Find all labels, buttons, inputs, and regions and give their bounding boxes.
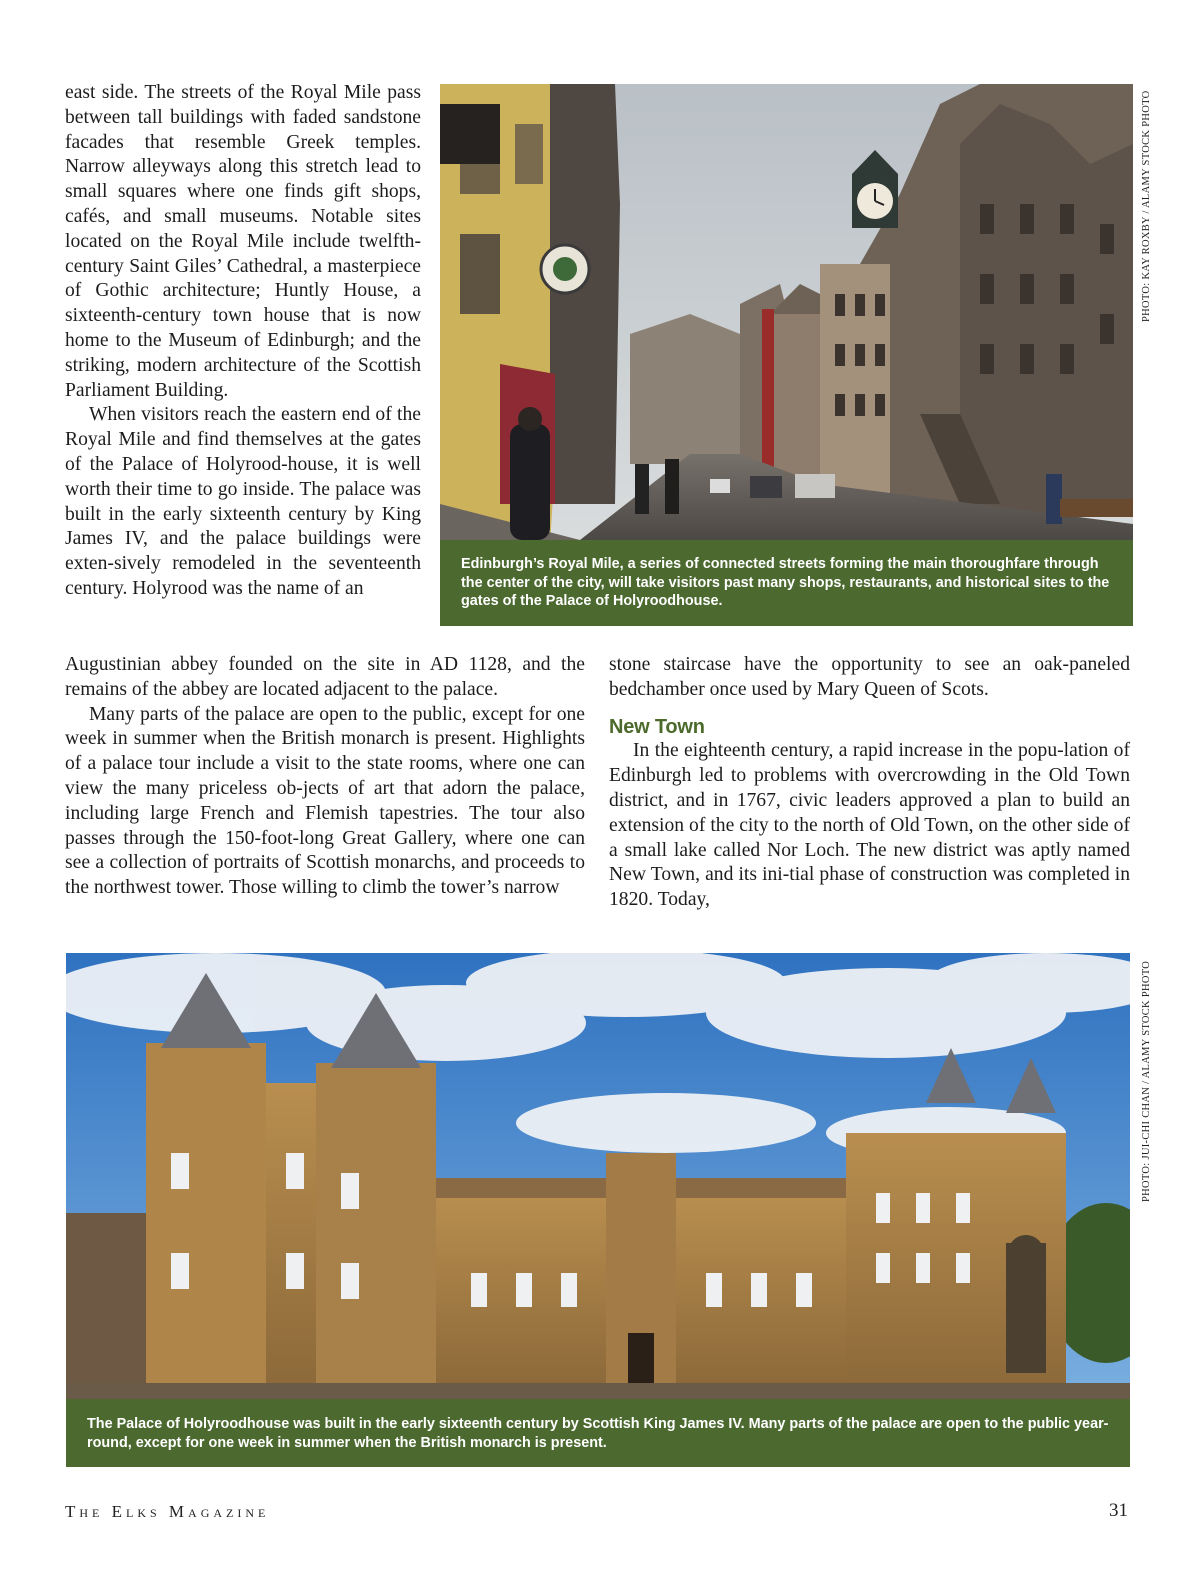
royal-mile-caption: Edinburgh’s Royal Mile, a series of connected streets forming the main thoroughfare through the center of the city, will take visitors past many shops, restaurants, and historical sites to the gates of the Palace of Holyroodhouse. (440, 540, 1133, 626)
article-paragraph: stone staircase have the opportunity to see an oak-paneled bedchamber once used by Mary Queen of Scots. (609, 654, 1130, 700)
article-paragraph: When visitors reach the eastern end of the Royal Mile and find themselves at the gates of the Palace of Holyrood-house, it is well worth their time to go inside. The palace was built in the early sixteenth century by King James IV, and the palace buildings were exten-sively remodeled in the seventeenth century. Holyrood was the name of an (65, 404, 421, 599)
royal-mile-photo-credit: PHOTO: KAY ROXBY / ALAMY STOCK PHOTO (1141, 90, 1152, 322)
footer-page-number: 31 (1109, 1500, 1128, 1521)
article-column-bottom-left (65, 653, 585, 901)
article-column-top-left (65, 81, 421, 602)
article-paragraph: Many parts of the palace are open to the public, except for one week in summer when the British monarch is present. Highlights of a palace tour include a visit to the state rooms, where one can view the many priceless ob-jects of art that adorn the palace, including large French and Flemish tapestries. The tour also passes through the 150-foot-long Great Gallery, where one can see a collection of portraits of Scottish monarchs, and proceeds to the northwest tower. Those willing to climb the tower’s narrow (65, 703, 585, 899)
holyrood-photo-credit: PHOTO: JUI-CHI CHAN / ALAMY STOCK PHOTO (1141, 960, 1152, 1202)
holyrood-caption: The Palace of Holyroodhouse was built in the early sixteenth century by Scottish King James IV. Many parts of the palace are open to the public year-round, except for one week in summer when the British monarch is present. (66, 1399, 1130, 1467)
holyrood-palace-photo (66, 953, 1130, 1399)
article-column-bottom-right (609, 653, 1130, 913)
article-paragraph: Augustinian abbey founded on the site in AD 1128, and the remains of the abbey are located adjacent to the palace. (65, 654, 585, 700)
article-paragraph: In the eighteenth century, a rapid increase in the popu-lation of Edinburgh led to problems with overcrowding in the Old Town district, and in 1767, civic leaders approved a plan to build an extension of the city to the north of Old Town, on the other side of a small lake called Nor Loch. The new district was aptly named New Town, and its ini-tial phase of construction was completed in 1820. Today, (609, 740, 1130, 911)
royal-mile-photo (440, 84, 1133, 540)
article-paragraph: east side. The streets of the Royal Mile pass between tall buildings with faded sandstone facades that resemble Greek temples. Narrow alleyways along this stretch lead to small squares where one finds gift shops, cafés, and small museums. Notable sites located on the Royal Mile include twelfth-century Saint Giles’ Cathedral, a masterpiece of Gothic architecture; Huntly House, a sixteenth-century town house that is now home to the Museum of Edinburgh; and the striking, modern architecture of the Scottish Parliament Building. (65, 82, 421, 401)
footer-magazine-title: The Elks Magazine (65, 1502, 270, 1521)
section-heading: New Town (609, 715, 705, 738)
